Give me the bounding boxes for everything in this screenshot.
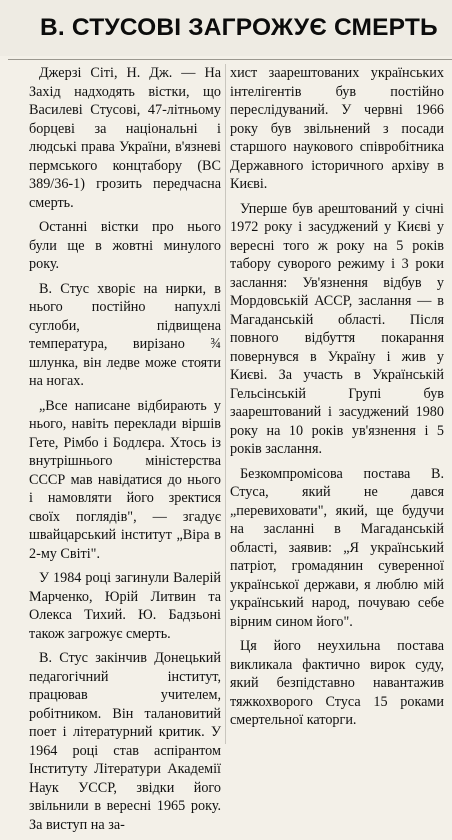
article-headline: В. СТУСОВІ ЗАГРОЖУЄ СМЕРТЬ (40, 14, 438, 41)
paragraph-arrests: Уперше був арештований у січні 1972 року і засуджений у Києві у вересні того ж року на 5 років табору суворого режиму і 3 роки заслання: Ув'язнення відбув у Мордовській АССР, заслання — в Магаданській області. Після повного відбуття покарання повернувся в Україну і жив у Києві. За участь в Українській Гельсінській Групі був заарештований і засуджений 1980 року на 10 років ув'язнення і 5 років заслання. (230, 200, 444, 457)
paragraph-last-news: Останні вістки про нього були ще в жовтні минулого року. (29, 219, 221, 272)
right-column (230, 64, 444, 736)
column-divider (225, 64, 226, 744)
left-column (29, 64, 221, 840)
headline-rule (8, 59, 452, 60)
paragraph-health: В. Стус хворіє на нирки, в нього постійно напухлі суглоби, підвищена температура, вирізано ¾ шлунка, він ледве може стояти на ногах. (29, 280, 221, 389)
paragraph-dateline: Джерзі Сіті, Н. Дж. — На Захід надходять вістки, що Василеві Стусові, 47-літньому борцеві за національні і людські права України, в'язневі пермського концтабору (ВС 389/36-1) грозить передчасна смерть. (29, 65, 221, 211)
paragraph-biography-continued: хист заарештованих українських інтелігентів був постійно переслідуваний. У червні 1966 року був звільнений з посади старшого наукового співробітника Державного історичного архіву в Києві. (230, 65, 444, 192)
paragraph-sentence: Ця його неухильна постава викликала фактично вирок суду, який безпідставно навантажив тяжкохворого Стуса 15 роками смертельної каторги. (230, 638, 444, 728)
paragraph-quote-institute: „Все написане відбирають у нього, навіть переклади віршів Гете, Рімбо і Бодлєра. Хтось із внутрішнього міністерства СССР мав навідатися до нього і намовляти його зректися своїх поглядів", — згадує швайцарський інститут „Віра в 2-му Світі". (29, 397, 221, 562)
paragraph-1984-deaths: У 1984 році загинули Валерій Марченко, Юрій Литвин та Олекса Тихий. Ю. Бадзьоні також загрожує смерть. (29, 570, 221, 642)
paragraph-stance: Безкомпромісова постава В. Стуса, який не дався „перевиховати", який, ще будучи на засланні в Магаданській області, заявив: „Я український патріот, громадянин суверенної української держави, я люблю мій український народ, почуваю себе вірним сином його". (230, 465, 444, 630)
paragraph-biography: В. Стус закінчив Донецький педагогічний інститут, працював учителем, робітником. Він талановитий поет і літературний критик. У 1964 році став аспірантом Інституту Літератури Академії Наук УССР, звідки його звільнили в вересні 1965 року. За виступ на за- (29, 650, 221, 833)
